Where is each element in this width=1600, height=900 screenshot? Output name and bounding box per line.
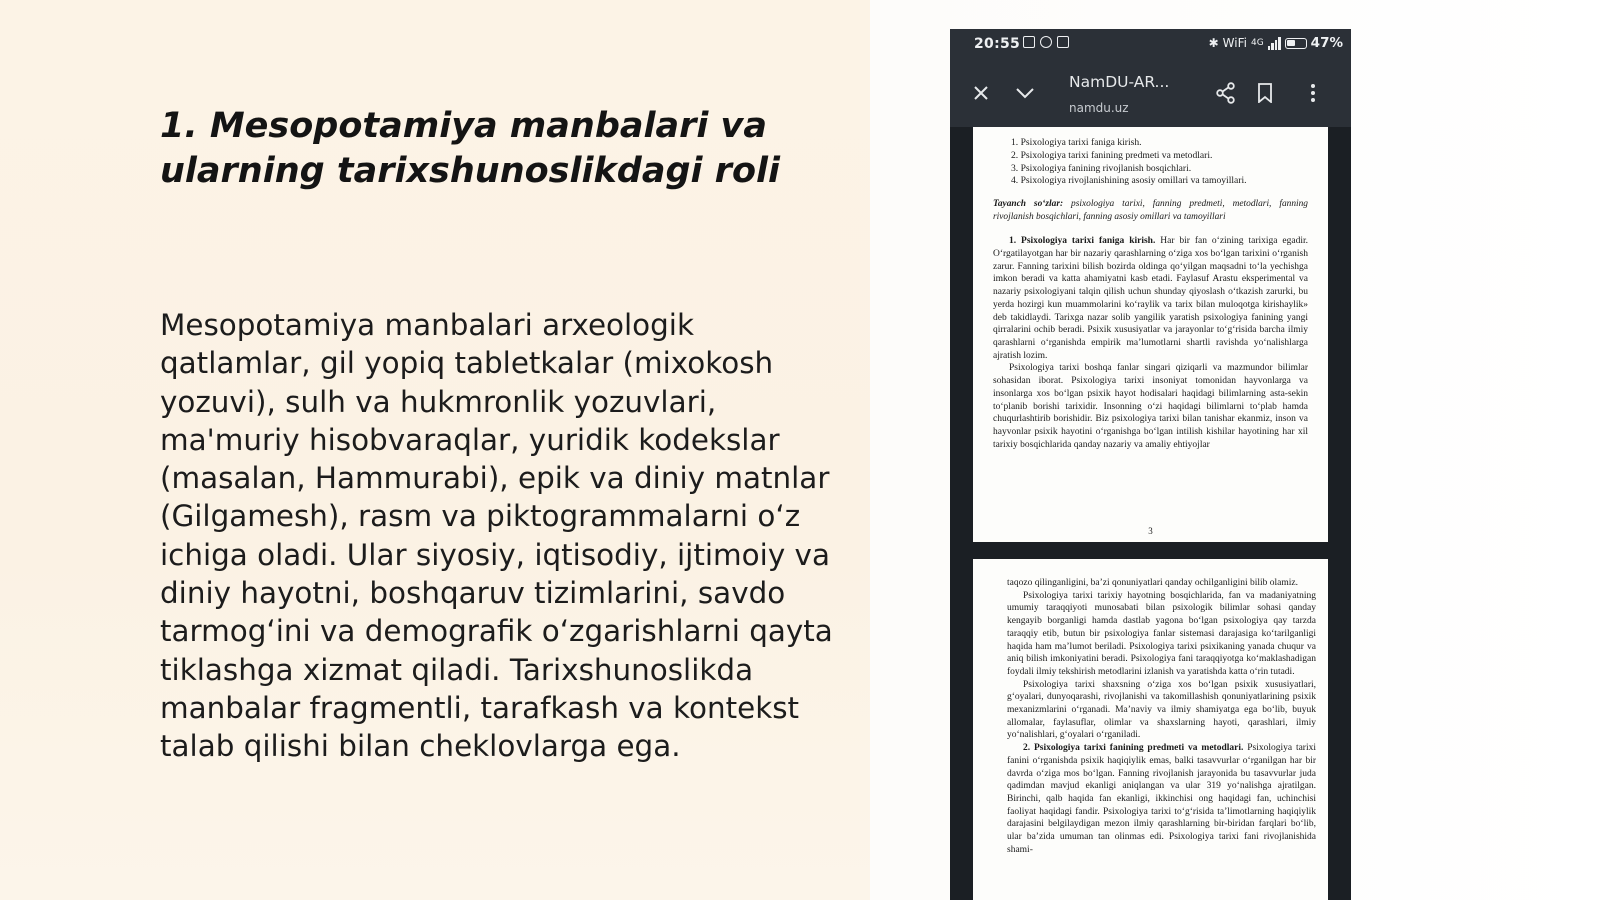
doc-paragraph	[993, 235, 1308, 362]
chevron-down-icon[interactable]	[1010, 78, 1040, 108]
status-time: 20:55	[974, 36, 1021, 52]
battery-percent: 47%	[1310, 35, 1343, 51]
topic-item: 1. Psixologiya tarixi faniga kirish.	[1011, 137, 1142, 148]
paragraph-text: Har bir fan o‘zining tarixiga egadir. O‘rgatilayotgan har bir nazariy qarashlarning o‘ziga xos bo‘lgan tarixini o‘rganish zarur. Fanning tarixini bilish bozirda oldinga qo‘yilgan maqsadni to‘la yechishga imkon beradi va katta ahamiyatni kasb etadi. Faylasuf Arastu eksperimental va nazariy psixologiyani talqin qilish uchun shunday qiyoslash o‘tkazish zarurki, bu yerda hozirgi kun muammolarini ko‘raylik va tarix bilan muloqotga kirishaylik» deb takidlaydi. Tarixga nazar solib yangilik yaratish psixologiya fanining yangi qirralarini ochib beradi. Psixik xususiyatlar va jarayonlar to‘g‘risida barcha ilmiy qarashlarni o‘rganishda empirik ma’lumotlarni shartli ravishda yo‘nalishlarga ajratish lozim.	[993, 236, 1308, 361]
close-icon[interactable]	[966, 78, 996, 108]
instagram-icon	[1040, 36, 1052, 48]
notification-app-icon	[1023, 36, 1035, 48]
notification-icons	[1023, 36, 1069, 48]
battery-icon	[1285, 38, 1307, 49]
keywords	[993, 198, 1308, 223]
page-number: 3	[1148, 526, 1153, 536]
system-icons	[1209, 35, 1343, 51]
section-heading: 1. Psixologiya tarixi faniga kirish.	[1009, 236, 1156, 247]
pdf-page-3	[973, 127, 1328, 542]
doc-paragraph: Psixologiya tarixi tarixiy hayotning bosqichlarida, fan va madaniyatning umumiy taraqqiyoti munosabati bilan psixologik bilimlar sohasi qanday kengayib borganligi hamda dastlab yagona bo‘lgan psixologiya qay tarzda taraqqiy etib, butun bir psixologiya fanlar sistemasi darajasiga ko‘tarilganligi haqida ham ma’lumot beriladi. Psixologiya tarixi psixikaning yanada chuqur va aniq bilish imkoniyatini beradi. Psixologiya fani taraqqiyotga ko‘maklashadigan foydali ilmiy tekshirish metodlarini izlanish va yaratishda katta o‘rin tutadi.	[1007, 590, 1316, 677]
section-heading: 2. Psixologiya tarixi fanining predmeti va metodlari.	[1023, 743, 1244, 754]
doc-paragraph: taqozo qilinganligini, ba’zi qonuniyatlari qanday ochilganligini bilib olamiz.	[1007, 578, 1299, 588]
doc-paragraph: Psixologiya tarixi shaxsning o‘ziga xos bo‘lgan psixik xususiyatlari, g‘oyalari, dunyoqarashi, rivojlanishi va takomillashish qonuniyatlarining psixik mexanizmlarini o‘rganadi. Ma’naviy va ilmiy shamiyatga ega bo‘lib, buyuk allomalar, faylasuflar, olimlar va shaxslarning hayoti, qarashlari, ilmiy yo‘nalishlari, g‘oyalari o‘rganiladi.	[1007, 679, 1316, 741]
doc-paragraph	[1007, 742, 1316, 856]
slide-title: 1. Mesopotamiya manbalari va ularning tarixshunoslikdagi roli	[160, 106, 780, 191]
wifi-icon: WiFi	[1222, 36, 1247, 50]
status-bar	[950, 29, 1351, 61]
phone-screenshot	[950, 29, 1351, 900]
doc-paragraph: Psixologiya tarixi boshqa fanlar singari qiziqarli va mazmundor bilimlar sohasidan iborat. Psixologiya tarixi insoniyat tomonidan hayvonlarga va insonlarga xos bo‘lgan psixik hayot hodisalari haqidagi bilimlarning asta-sekin to‘planib borishi tarixidir. Insonning o‘zi haqidagi bilimlarni to‘plab hamda chuqurlashtirib borishidir. Biz psixologiya tarixi bilan tanishar ekanmiz, inson va hayvonlar psixik hayotini o‘rganishga bo‘lgan intilish kishilar hayotining har xil tarixiy bosqichlarida qanday nazariy va amaliy ehtiyojlar	[993, 363, 1308, 450]
bluetooth-icon: ✱	[1208, 36, 1219, 50]
topic-list	[993, 137, 1308, 188]
network-type-label: 4G	[1250, 38, 1264, 48]
browser-page-title[interactable]: NamDU-AR...	[1069, 73, 1170, 91]
signal-icon	[1268, 37, 1281, 50]
slide-body-text: Mesopotamiya manbalari arxeologik qatlamlar, gil yopiq tabletkalar (mixokosh yozuvi), sulh va hukmronlik yozuvlari, ma'muriy hisobvaraqlar, yuridik kodekslar (masalan, Hammurabi), epik va diniy matnlar (Gilgamesh), rasm va piktogrammalarni o‘z ichiga oladi. Ular siyosiy, iqtisodiy, ijtimoiy va diniy hayotni, boshqaruv tizimlarini, savdo tarmog‘ini va demografik o‘zgarishlarni qayta tiklashga xizmat qiladi. Tarixshunoslikda manbalar fragmentli, tarafkash va kontekst talab qilishi bilan cheklovlarga ega.	[160, 308, 833, 764]
share-icon[interactable]	[1211, 78, 1241, 108]
topic-item: 3. Psixologiya fanining rivojlanish bosqichlari.	[1011, 162, 1192, 174]
keywords-label: Tayanch so‘zlar:	[993, 199, 1064, 210]
topic-item: 2. Psixologiya tarixi fanining predmeti va metodlari.	[1011, 149, 1213, 161]
browser-toolbar	[950, 61, 1351, 127]
pdf-page-4	[973, 559, 1328, 900]
topic-item: 4. Psixologiya rivojlanishining asosiy omillari va tamoyillari.	[1011, 175, 1247, 187]
keywords-text: psixologiya tarixi, fanning predmeti, metodlari, fanning rivojlanish bosqichlari, fanning asosiy omillari va tamoyillari	[993, 199, 1308, 222]
bookmark-icon[interactable]	[1250, 78, 1280, 108]
pdf-viewer[interactable]	[950, 127, 1351, 900]
browser-domain: namdu.uz	[1069, 101, 1129, 115]
upload-icon	[1057, 36, 1069, 48]
paragraph-text: Psixologiya tarixi fanini o‘rganishda psixik haqiqiylik emas, balki tasavvurlar o‘rganilgan har bir davrda o‘ziga mos bo‘lgan. Fanning rivojlanish jarayonida bu tasavvurlar juda qadimdan mavjud ekanligi aniqlangan va ular 319 yo‘nalishga ajratilgan. Birinchi, qalb haqida fan ekanligi, ikkinchisi ong haqidagi fan, uchinchisi faoliyat haqidagi fandir. Psixologiya tarixi to‘g‘risida ta’limotlarning haqiqiylik darajasini belgilaydigan mezon ilmiy qarashlarning bir-biridan farqlari bo‘lib, ular ba’zida umuman tan olinmas edi. Psixologiya tarixi fani rivojlanishida shami-	[1007, 743, 1316, 855]
more-icon[interactable]	[1298, 78, 1328, 108]
